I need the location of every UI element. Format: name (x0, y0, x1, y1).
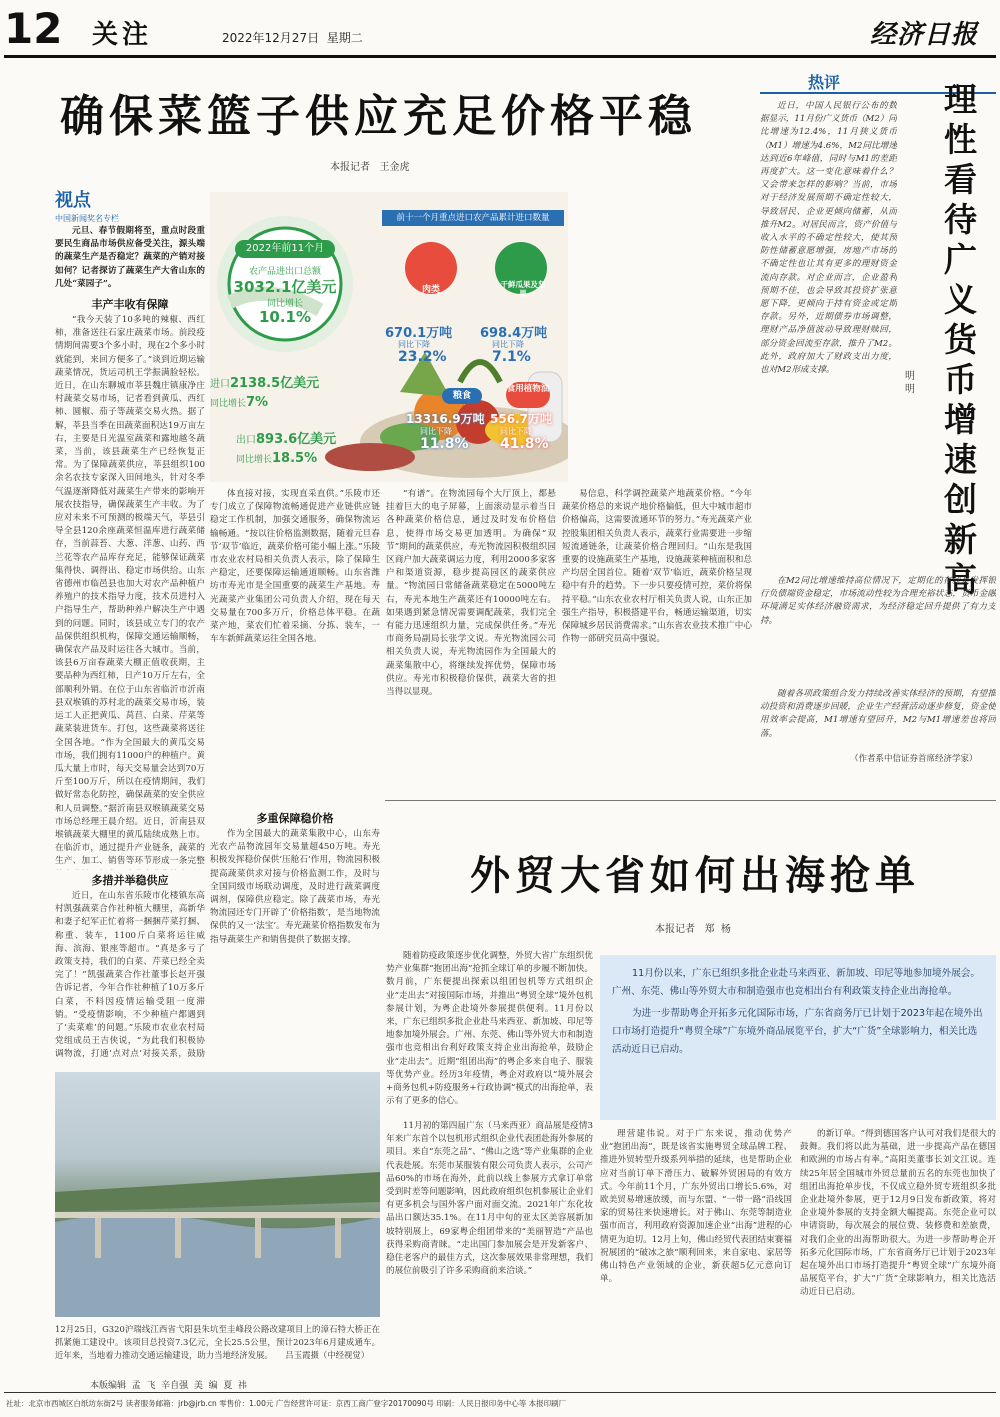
article2-deck-2: 为进一步帮助粤企开拓多元化国际市场，广东省商务厅已计划于2023年起在境外出口市场打造提升“粤贸全球”广东境外商品展览平台，扩大“广货”全球影响力，相关比选活动近日已启动。 (612, 1008, 983, 1055)
issue-date (222, 29, 363, 46)
footer-imprint: 社址：北京市西城区白纸坊东街2号 读者服务邮箱：jrb@jrb.cn 零售价：1.00元 广告经营许可证：京西工商广登字20170090号 印刷：人民日报印务中心等 本报印刷厂 (6, 1399, 567, 1408)
item-meat-change-label: 同比下降 (398, 340, 430, 349)
commentary-text-3: 随着各项政策组合发力持续改善实体经济的预期，有望推动投资和消费逐步回暖，企业生产经营活动逐步修复，资金使用效率会提高，M1增速有望回升，M2与M1增速差也将回落。 (760, 689, 996, 739)
commentary-text-1: 近日，中国人民银行公布的数据显示，11月份广义货币（M2）同比增速为12.4%，11月狭义货币（M1）增速为4.6%，M2同比增速达到近6年峰值，同时与M1的差距再度扩大。这一变化意味着什么？又会带来怎样的影响？当前，市场对于经济发展预期不确定性较大，导致居民、企业更倾向储蓄，从而推升M2。对居民而言，资产价值与收入水平的不确定性较大，使其预防性储蓄意愿增强，房地产市场的不确定性也让其有更多的理财资金流向存款。对企业而言，企业盈利预期不佳，也会导致其投资扩张意愿下降，更倾向于持有资金或定期存款。另外，近期债券市场调整，理财产品净值波动导致理财赎回，部分资金回流至存款，推升了M2。此外，政府加大了财政支出力度，也对M2形成支撑。 (760, 101, 897, 376)
bridge-photo-art (55, 1072, 380, 1317)
lead-intro: 元旦、春节假期将至，重点时段重要民生商品市场供应备受关注，源头端的蔬菜生产是否稳定？蔬菜的产销对接如何？记者探访了蔬菜生产大省山东的几处“菜园子”。 (55, 226, 205, 289)
date-text: 2022年12月27日 (222, 31, 320, 45)
footer-editors: 本版编辑 孟 飞 辛自强 美 编 夏 祎 (90, 1381, 248, 1391)
lead-col2b-text: 作为全国最大的蔬菜集散中心，山东寿光农产品物流园年交易量超450万吨。寿光积极发挥稳价保供‘压舱石’作用，物流园积极提高蔬菜供求对接与价格监测工作，及时与全国同级市场联动调度，及时进行蔬菜调度调剂，保障供应稳定。除了蔬菜市场，寿光物流园还专门开辟了‘价格指数’，是当地物流保供的又一‘法宝’。寿光蔬菜价格指数发布为指导蔬菜生产和销售提供了数据支撑。 (210, 829, 380, 945)
import-label: 进口 (210, 379, 230, 390)
article2-headline: 外贸大省如何出海抢单 (470, 852, 920, 899)
total-growth-label: 同比增长 (266, 299, 303, 309)
item-oil-name: 食用植物油 (506, 382, 550, 408)
bridge-photo (55, 1072, 380, 1317)
import-value: 2138.5亿美元 (230, 376, 320, 391)
import-growth: 7% (246, 395, 269, 410)
masthead-logo: 经济日报 (870, 20, 979, 50)
item-oil-change: 41.8% (500, 436, 549, 452)
infographic-panel (210, 192, 568, 482)
lead-col4-text: 易信息，科学调控蔬菜产地蔬菜价格。“今年蔬菜价格总的来说产地价格偏低，但大中城市超市价格偏高，这需要流通环节的努力。”寿光蔬菜产业控股集团相关负责人表示，蔬菜行业需要进一步缩短流通链条，让蔬菜价格合理回归。“山东是我国重要的设施蔬菜生产基地，设施蔬菜种植面积和总产均居全国首位。随着‘双节’临近，蔬菜价格呈现稳中有升的趋势。下一步只要疫情可控，菜价将保持平稳。”山东农业农村厅相关负责人说，山东正加强生产指导，积极搭建平台，畅通运输渠道，切实保障城乡居民消费需求。”山东省农业技术推广中心作物一部研究员高中强说。 (562, 489, 752, 645)
total-value: 3032.1亿美元 (233, 278, 337, 296)
lead-col3-text: “有谱”。在物流园每个大厅顶上，都悬挂着巨大的电子屏幕，上面滚动显示着当日各种蔬菜价格信息，通过及时发布价格信息，使得市场交易更加透明。为确保“双节”期间的蔬菜供应，寿光物流园积极组织园区商户加大蔬菜调运力度，利用2000多家客户和渠道资源，稳步提高园区的蔬菜供应量。“物流园日常储备蔬菜稳定在5000吨左右，寿光本地生产蔬菜还有10000吨左右。如果遇到紧急情况需要调配蔬菜，我们完全有能力迅速组织力量，完成保供任务。”寿光市商务局副局长张学文说。寿光物流园公司相关负责人说，寿光物流园作为全国最大的蔬菜集散中心，将继续发挥优势，保障市场供应。寿光市积极稳价保供，蔬菜大省的担当得以显现。 (386, 489, 556, 698)
infographic-title: 前十一个月重点进口农产品累计进口数量 (382, 210, 564, 226)
lead-col1b-text: 近日，在山东省乐陵市化楼镇东高村凯强蔬菜合作社种植大棚里，高新华和妻子纪军正忙着将一捆捆芹菜打捆、称重、装车，1100斤白菜将运往威海、滨海、银座等超市。“真是多亏了政策支持，我们的白菜、芹菜已经全卖完了！”凯强蔬菜合作社董事长赵开强告诉记者，今年合作社种植了10万多斤白菜，不料因疫情运输受阻一度滞销。“受疫情影响，不少种植户都遇到了‘卖菜难’的问题。”乐陵市农业农村局党组成员王吉侠说，“为此我们积极协调物流，打通‘点对点’对接关系，鼓励 (55, 891, 205, 1060)
article2-deck (600, 955, 996, 1120)
subhead-3: 多重保障稳价格 (256, 812, 334, 825)
photo-caption-text: 12月25日，G320沪瑞线江西省弋阳县朱坑至圭峰段公路改建项目上的漳石特大桥正在抓紧施工建设中。该项目总投资7.3亿元，全长25.5公里，预计2023年6月建成通车。近年来，当地着力推动交通运输建设，助力当地经济发展。 (55, 1324, 380, 1361)
item-meat-change: 23.2% (398, 349, 447, 365)
item-nuts-value: 698.4万吨 (480, 326, 548, 341)
article2-deck-1: 11月份以来，广东已组织多批企业赴马来西亚、新加坡、印尼等地参加境外展会。广州、东莞、佛山等外贸大市和制造强市也竞相出台有利政策支持企业出海抢单。 (612, 968, 980, 997)
export-growth-label: 同比增长 (236, 455, 273, 465)
commentary-author: 明 明 (905, 371, 915, 395)
item-meat-value: 670.1万吨 (385, 326, 453, 341)
section-name: 关注 (92, 20, 153, 50)
item-grain-value: 13316.9万吨 (406, 412, 485, 426)
lead-col2-text: 体直接对接，实现直采直供。”乐陵市还专门成立了保障物流畅通促进产业链供应链稳定工作机制，加强交通服务，确保物流运输畅通。“按以往价格监测数据，随着元旦春节‘双节’临近，蔬菜价格可能小幅上涨。”乐陵市农业农村局相关负责人表示，除了保障生产稳定，还要保障运输通道顺畅。山东省潍坊市寿光市是全国重要的蔬菜生产基地。寿光蔬菜产业集团公司负责人介绍，现在每天交易量在700多万斤，价格总体平稳。在蔬菜产地，菜农们忙着采摘、分拣、装车，一车车新鲜蔬菜运往全国各地。 (210, 489, 380, 645)
export-block (236, 428, 376, 466)
export-growth: 18.5% (272, 451, 318, 466)
footer-rule (4, 1392, 996, 1393)
summary-title: 2022年前11个月 (235, 240, 335, 258)
commentary-author-note: （作者系中信证券首席经济学家） (850, 754, 978, 764)
article2-col4-text: 的新订单。“得到德国客户认可对我们是很大的鼓舞。我们将以此为基础，进一步提高产品在德国和欧洲的市场占有率。”高阳美董事长刘文江说。连续25年居全国城市外贸总量前五名的东莞也加快了组团出海抢单步伐，不仅成立稳外贸专班组织多批企业赴境外参展，更于12月9日发布新政策，将对企业境外参展的支持金额大幅提高。东莞企业可以申请资助，每次展会的展位费、装修费和差旅费，对我们企业的出海帮助很大。为进一步帮助粤企开拓多元化国际市场，广东省商务厅已计划于2023年起在境外出口市场打造提升“粤贸全球”广东境外商品展览平台，扩大“广货”全球影响力，相关比选活动近日已启动。 (800, 1129, 996, 1298)
lead-headline: 确保菜篮子供应充足价格平稳 (60, 91, 697, 142)
column-tag-title: 视点 (55, 190, 91, 211)
article-divider (385, 800, 996, 801)
article2-col1-text: 随着防疫政策逐步优化调整，外贸大省广东组织优势产业集群“抱团出海”抢抓全球订单的步履不断加快。数月前，广东便提出探索以组团包机等方式组织企业“走出去”对接国际市场，并推出“粤贸全球”境外包机参展计划，为粤企赴境外参展提供便利。11月份以来，广东已组织多批企业赴马来西亚、新加坡、印尼等地参加境外展会。广州、东莞、佛山等外贸大市和制造强市也竞相出台利好政策支持企业出海抢单，鼓励企业“走出去”。近期“组团出海”的粤企多来自电子、服装等优势产业。经历3年疫情，粤企对政府以“境外展会+商务包机+防疫服务+行政协调”模式的出海抢单，表示有了更多的信心。 (386, 951, 593, 1107)
item-oil-change-label: 同比下降 (500, 427, 532, 436)
item-grain-name: 粮食 (442, 388, 482, 404)
total-growth: 10.1% (258, 308, 312, 326)
item-meat-name: 肉类 (421, 285, 440, 295)
commentary-text-2: 在M2同比增速维持高位情况下，定期化的存款是发挥银行负债端资金稳定，市场流动性较为合理充裕状态，货币金融环境满足实体经济融资需求，为经济稳定回升提供了有力支持。 (760, 576, 996, 626)
article2-col3-text: 理营建伟说。对于广东来说，推动优势产业“抱团出海”，既是该省实施粤贸全球品牌工程、推进外贸转型升级系列举措的延续，也是帮助企业应对当前订单下滑压力、破解外贸困局的有效方式。今年前11个月，广东外贸出口增长5.6%，对欧美贸易增速放缓，而与东盟、“一带一路”沿线国家的贸易往来快速增长。对于佛山、东莞等制造业强市而言，利用政府资源加速企业“出海”进程的心情更为迫切。12月上旬，佛山经贸代表团结束赛福祝展团的“破冰之旅”顺利回来，来自家电、家居等佛山特色产业领域的企业，新获超5亿元意向订单。 (600, 1129, 792, 1285)
photo-credit: 吕玉霞摄（中经视觉） (285, 1350, 370, 1361)
export-value: 893.6亿美元 (256, 432, 337, 447)
import-growth-label: 同比增长 (210, 399, 247, 409)
subhead-1: 丰产丰收有保障 (91, 298, 169, 311)
item-nuts-change: 7.1% (492, 349, 531, 365)
lead-byline: 本报记者 王金虎 (330, 162, 410, 173)
article2-col2-text: 11月初的第四届广东（马来西亚）商品展是疫情3年来广东首个以包机形式组织企业代表团赴海外参展的项目。来自“东莞之品”、“佛山之选”等产业集群的企业代表赴展。东莞市某服装有限公司负责人表示，公司产品60%的市场在海外，此前以线上参展方式拿订单常受到时差等问题影响，因此政府组织包机参展让企业们有更多机会与国外客户面对面交流。2021年广东化妆品出口额达35.1%。在11月中旬的亚太区美容展新加坡特别展上，69家粤企组团带来的“美丽智造”产品也获得采购商青睐。“走出国门参加展会是开发新客户、稳住老客户的最佳方式，这次参展效果非常理想，我们的展位前吸引了许多采购商前来洽谈。” (386, 1121, 593, 1277)
item-nuts-change-label: 同比下降 (492, 340, 524, 349)
lead-col1-text: “我今天装了10多吨的辣椒、西红柿，准备送往石家庄蔬菜市场。前段疫情期间需要3个多小时，现在2个多小时就能到，来回方便多了。”谈到近期运输蔬菜情况，货运司机王学振满脸轻松。近日，在山东聊城市莘县魏庄镇康净庄村蔬菜交易市场，记者看到黄瓜、西红柿、圆椒、茄子等蔬菜交易火热。据了解，莘县当季在田蔬菜面积达19万亩左右，主要是日光温室蔬菜和露地越冬蔬菜，当前，该县蔬菜生产已经恢复正常。为了保障蔬菜供应，莘县组织100余名农技专家深入田间地头，针对冬季气温逐渐降低对蔬菜生产带来的影响开展农技指导，确保蔬菜生产丰收。为了应对未来不可预测的极端天气，莘县引导全县120余座蔬菜恒温库进行蔬菜储存，当前蒜苔、大葱、洋葱、山药、西兰花等农产品库存充足，能够保证蔬菜集得快、调得出、稳定市场供给。山东省德州市临邑县也加大对农产品种植户养殖户的技术指导力度，技术员进村入户指导生产，帮助种养户解决生产中遇到的问题。同时，该县成立专门的农产品保供组织机构，保障交通运输顺畅，确保农产品及时运往各大城市。当前，该县6万亩春蔬菜大棚正值收获期，主要品种为西红柿，日产10万斤左右，全部顺利外销。在位于山东省临沂市沂南县双堠镇的苏村北的蔬菜交易市场，装运工人正把黄瓜、莴苣、白菜、芹菜等蔬菜装进货车。打包，这些蔬菜将送往全国各地。“作为全国最大的黄瓜交易市场，我们拥有11000户的种植户。黄瓜大量上市时，每天交易量会达到70万斤至100万斤，所以在疫情期间，我们做好常态化防控，确保蔬菜的安全供应和人员调整。”据沂南县双堠镇蔬菜交易市场总经理王晨介绍。近日，沂南县双堠镇蔬菜大棚里的黄瓜陆续成熟上市。在临沂市，通过提升产业链条，蔬菜的生产、加工、销售等环节形成一条完整 (55, 315, 205, 867)
item-grain-change-label: 同比下降 (420, 427, 452, 436)
total-label: 农产品进出口总额 (248, 267, 321, 277)
photo-caption (55, 1323, 380, 1375)
page-number: 12 (4, 4, 63, 53)
commentary-headline: 理性看待广义货币增速创新高 (944, 80, 977, 599)
item-grain-change: 11.8% (420, 436, 469, 452)
export-label: 出口 (236, 435, 256, 446)
commentary-tag: 热评 (808, 73, 841, 92)
import-block (210, 372, 360, 410)
header-rule (4, 55, 996, 58)
column-tag (55, 186, 195, 222)
item-nuts-name: 干鲜瓜果及坚果 (500, 280, 546, 298)
weekday-text: 星期二 (326, 31, 363, 45)
item-oil-value: 556.7万吨 (490, 412, 552, 426)
article2-byline: 本报记者 郑 杨 (655, 924, 731, 935)
subhead-2: 多措并举稳供应 (91, 874, 169, 887)
column-tag-sub: 中国新闻奖名专栏 (55, 214, 119, 223)
